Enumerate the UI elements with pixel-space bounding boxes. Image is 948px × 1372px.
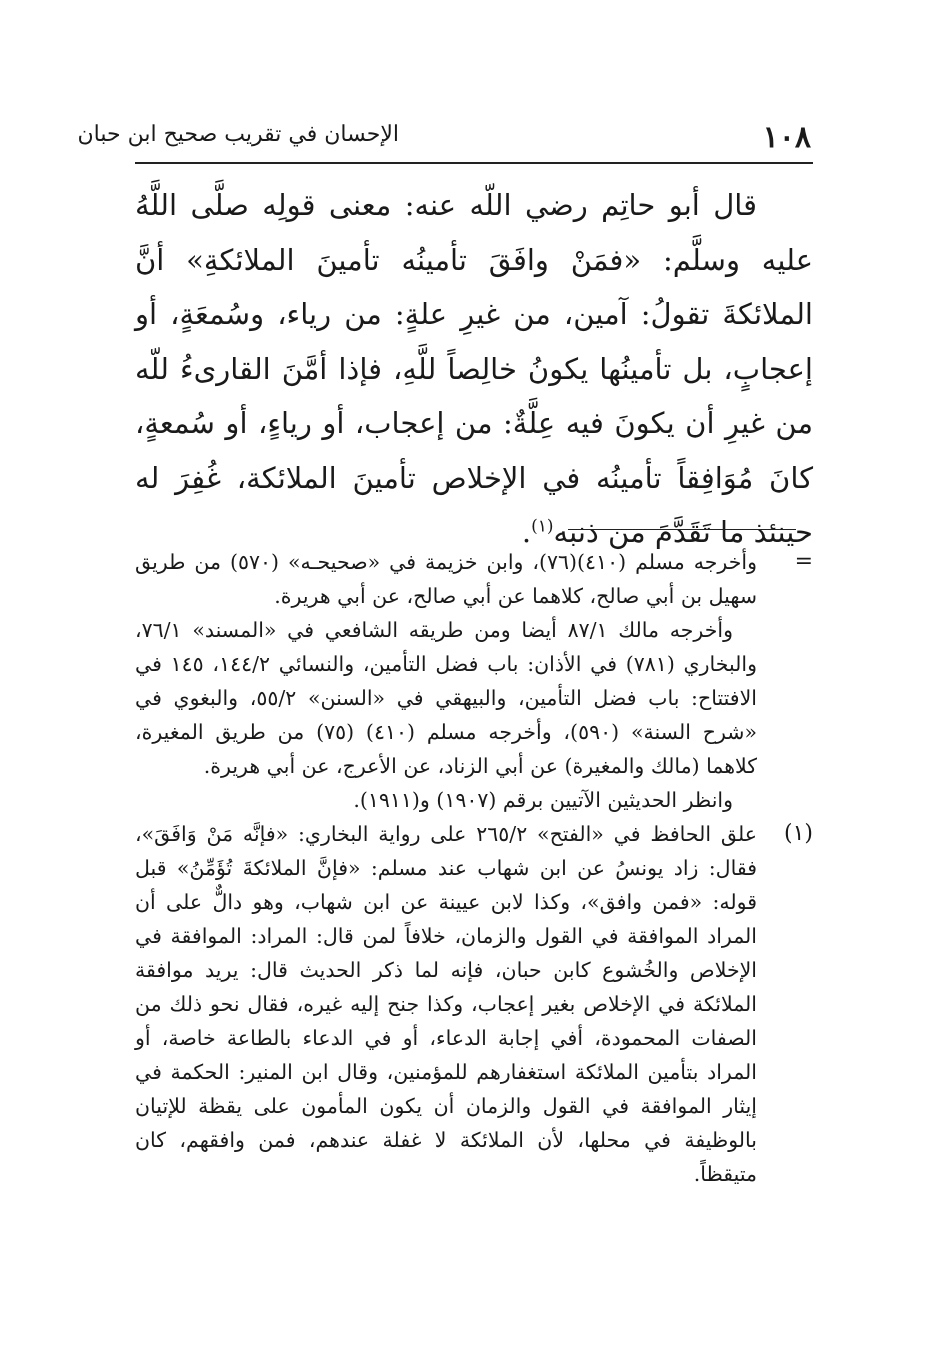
footnote-paragraph: وانظر الحديثين الآتيين برقم (١٩٠٧) و(١٩١١). bbox=[353, 788, 733, 812]
page-header bbox=[77, 110, 813, 164]
footnote-paragraph: وأخرجه مسلم (٤١٠)(٧٦)، وابن خزيمة في «صحيحـه» (٥٧٠) من طريق سهيل بن أبي صالح، كلاهما عن أبي صالح، عن أبي هريرة. bbox=[135, 550, 757, 608]
footnote-1-text: علق الحافظ في «الفتح» ٢٦٥/٢ على رواية البخاري: «فإنَّه مَنْ وَافَقَ»، فقال: زاد يونسُ عن ابن شهاب عند مسلم: «فإنَّ الملائكةَ تُؤَمِّنُ» قبل قوله: «فمن وافق»، وكذا لابن عيينة عن ابن شهاب، وهو دالٌّ على أن المراد الموافقة في القول والزمان، خلافاً لمن قال: المراد: الموافقة في الإخلاص والخُشوع كابن حبان، فإنه لما ذكر الحديث قال: يريد موافقة الملائكة في الإخلاص بغير إعجاب، وكذا جنح إليه غيره، فقال نحو ذلك من الصفات المحمودة، أفي إجابة الدعاء، أو في الدعاء بالطاعة خاصة، أو المراد بتأمين الملائكة استغفارهم للمؤمنين، وقال ابن المنير: الحكمة في إيثار الموافقة في القول والزمان أن يكون المأمون على يقظة للإتيان بالوظيفة في محلها، لأن الملائكة لا غفلة عندهم، فمن وافقهم، كان متيقظاً. bbox=[135, 822, 758, 1186]
footnote-continuation bbox=[135, 545, 813, 817]
continuation-marker: = bbox=[794, 549, 813, 574]
end-mark: . bbox=[521, 515, 532, 549]
footnotes bbox=[135, 545, 813, 1191]
footnote-paragraph: وأخرجه مالك ٨٧/١ أيضا ومن طريقه الشافعي في «المسند» ٧٦/١، والبخاري (٧٨١) في الأذان: باب فضل التأمين، والنسائي ١٤٤/٢، ١٤٥ في الافتتاح: باب فضل التأمين، والبيهقي في «السنن» ٥٥/٢، والبغوي في «شرح السنة» (٥٩٠)، وأخرجه مسلم (٤١٠) (٧٥) من طريق المغيرة، كلاهما (مالك والمغيرة) عن أبي الزناد، عن الأعرج، عن أبي هريرة. bbox=[135, 618, 758, 778]
main-paragraph bbox=[135, 178, 813, 560]
footnote-separator bbox=[568, 529, 796, 530]
page-number: ١٠٨ bbox=[762, 120, 811, 155]
footnote-reference: (١) bbox=[531, 516, 554, 537]
main-text bbox=[135, 178, 813, 560]
footnote-1-marker: (١) bbox=[783, 821, 813, 846]
footnote-1 bbox=[135, 817, 813, 1191]
main-paragraph-text: قال أبو حاتِم رضي اللّه عنه: معنى قولِه صلَّى اللَّهُ عليه وسلَّم: «فمَنْ وافَقَ تأمينُه تأمينَ الملائكةِ» أنَّ الملائكةَ تقولُ: آمين، من غيرِ علةٍ: من رياء، وسُمعَةٍ، أو إعجابٍ، بل تأمينُها يكونُ خالِصاً للَّهِ، فإذا أمَّنَ القارىءُ للّه من غيرِ أن يكونَ فيه عِلَّةٌ: من إعجاب، أو رياءٍ، أو سُمعةٍ، كانَ مُوَافِقاً تأمينُه في الإخلاص تأمينَ الملائكة، غُفِرَ له حينئذ ما تَقَدَّمَ من ذنبه bbox=[135, 188, 813, 549]
running-title: الإحسان في تقريب صحيح ابن حبان bbox=[77, 122, 399, 147]
